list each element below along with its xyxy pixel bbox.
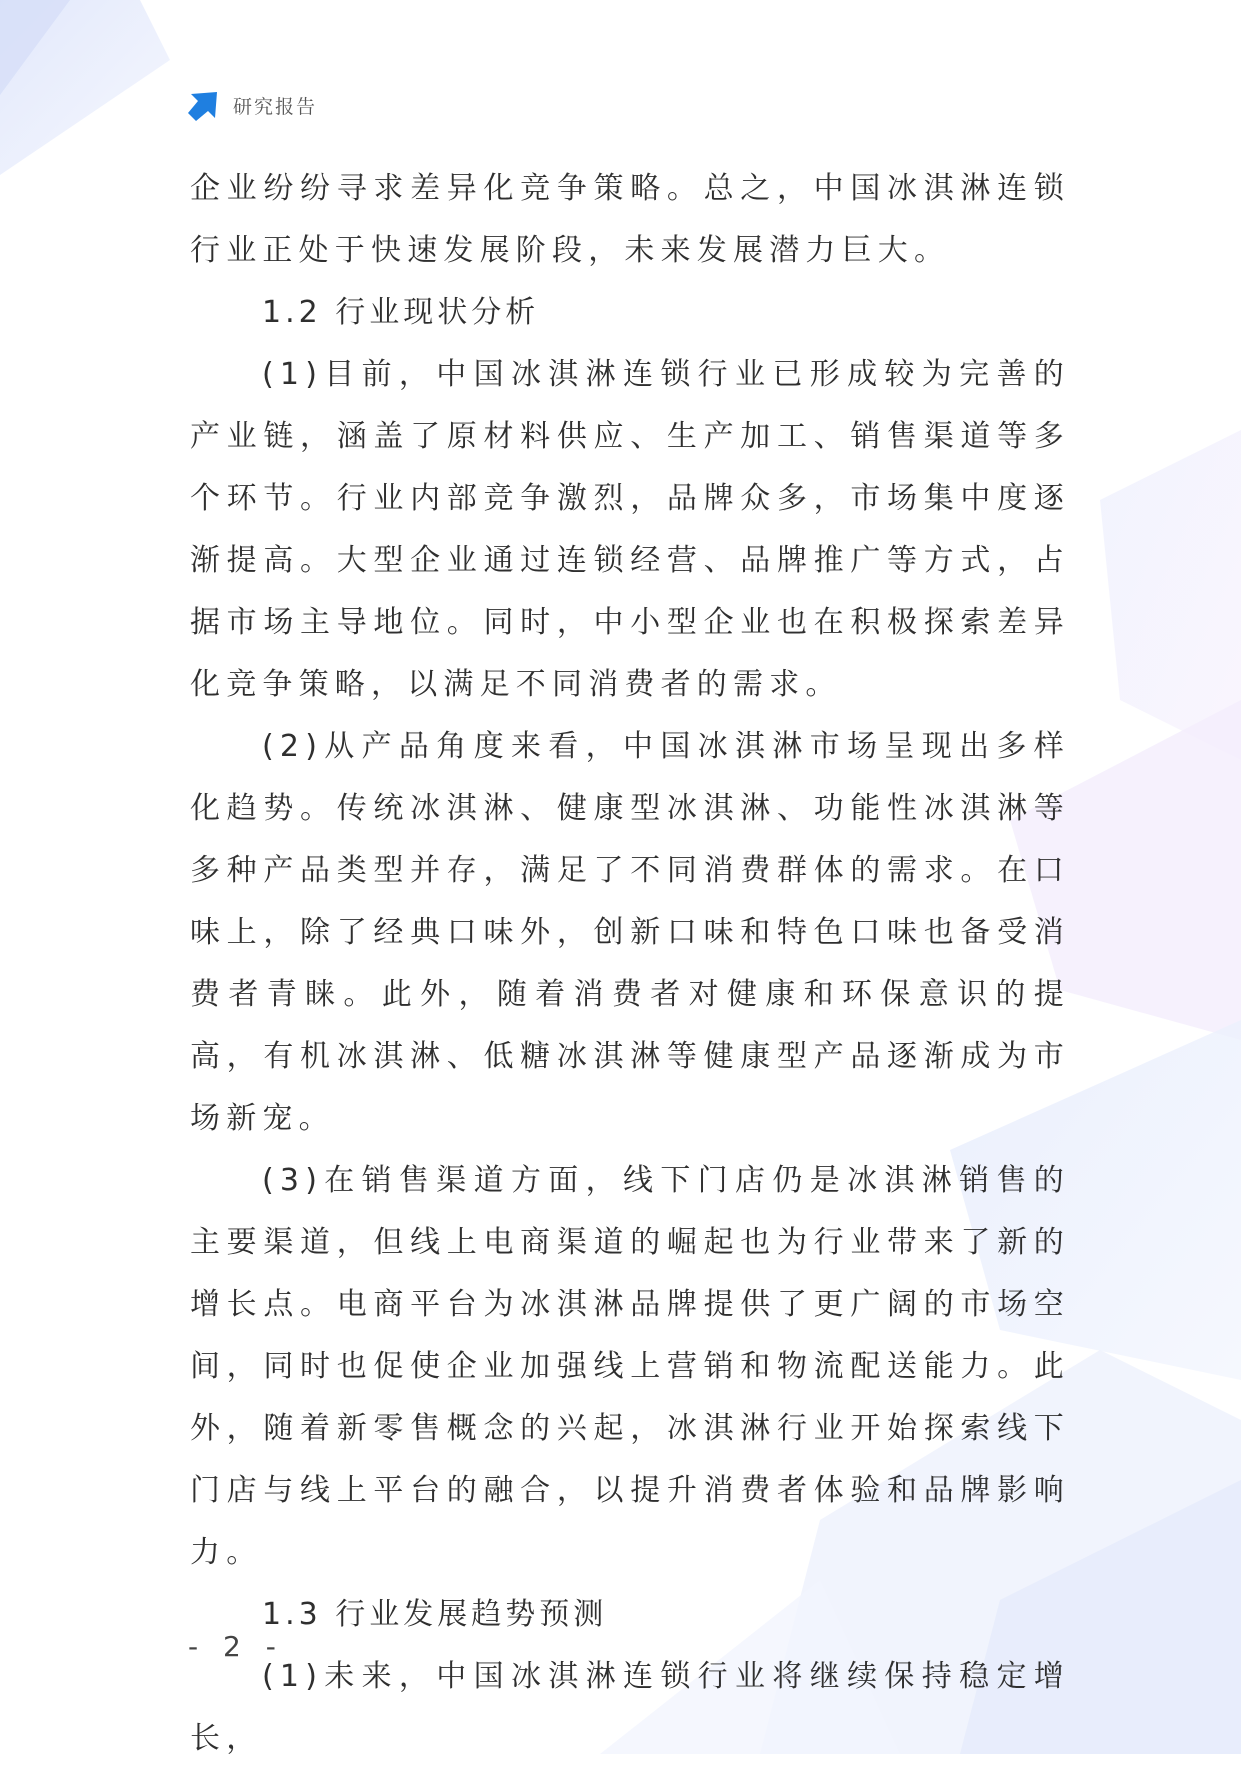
arrow-up-right-icon (187, 88, 221, 122)
header-title: 研究报告 (233, 95, 318, 118)
page-number: - 2 - (188, 1630, 284, 1663)
section-heading-1-3: 1.3 行业发展趋势预测 (262, 1597, 608, 1632)
paragraph: (3)在销售渠道方面，线下门店仍是冰淇淋销售的主要渠道，但线上电商渠道的崛起也为行业带来了新的增长点。电商平台为冰淇淋品牌提供了更广阔的市场空间，同时也促使企业加强线上营销和物流配送能力。此外，随着新零售概念的兴起，冰淇淋行业开始探索线下门店与线上平台的融合，以提升消费者体验和品牌影响力。 (190, 1163, 1070, 1570)
report-header (187, 88, 317, 122)
section-heading-1-2: 1.2 行业现状分析 (262, 295, 540, 330)
document-body (190, 158, 1070, 1770)
continuation-paragraph: 企业纷纷寻求差异化竞争策略。总之，中国冰淇淋连锁行业正处于快速发展阶段，未来发展潜力巨大。 (190, 171, 1070, 268)
paragraph: (1)未来，中国冰淇淋连锁行业将继续保持稳定增长， (190, 1659, 1070, 1756)
paragraph: (2)从产品角度来看，中国冰淇淋市场呈现出多样化趋势。传统冰淇淋、健康型冰淇淋、功能性冰淇淋等多种产品类型并存，满足了不同消费群体的需求。在口味上，除了经典口味外，创新口味和特色口味也备受消费者青睐。此外，随着消费者对健康和环保意识的提高，有机冰淇淋、低糖冰淇淋等健康型产品逐渐成为市场新宠。 (190, 729, 1070, 1136)
paragraph: (1)目前，中国冰淇淋连锁行业已形成较为完善的产业链，涵盖了原材料供应、生产加工、销售渠道等多个环节。行业内部竞争激烈，品牌众多，市场集中度逐渐提高。大型企业通过连锁经营、品牌推广等方式，占据市场主导地位。同时，中小型企业也在积极探索差异化竞争策略，以满足不同消费者的需求。 (190, 357, 1070, 702)
